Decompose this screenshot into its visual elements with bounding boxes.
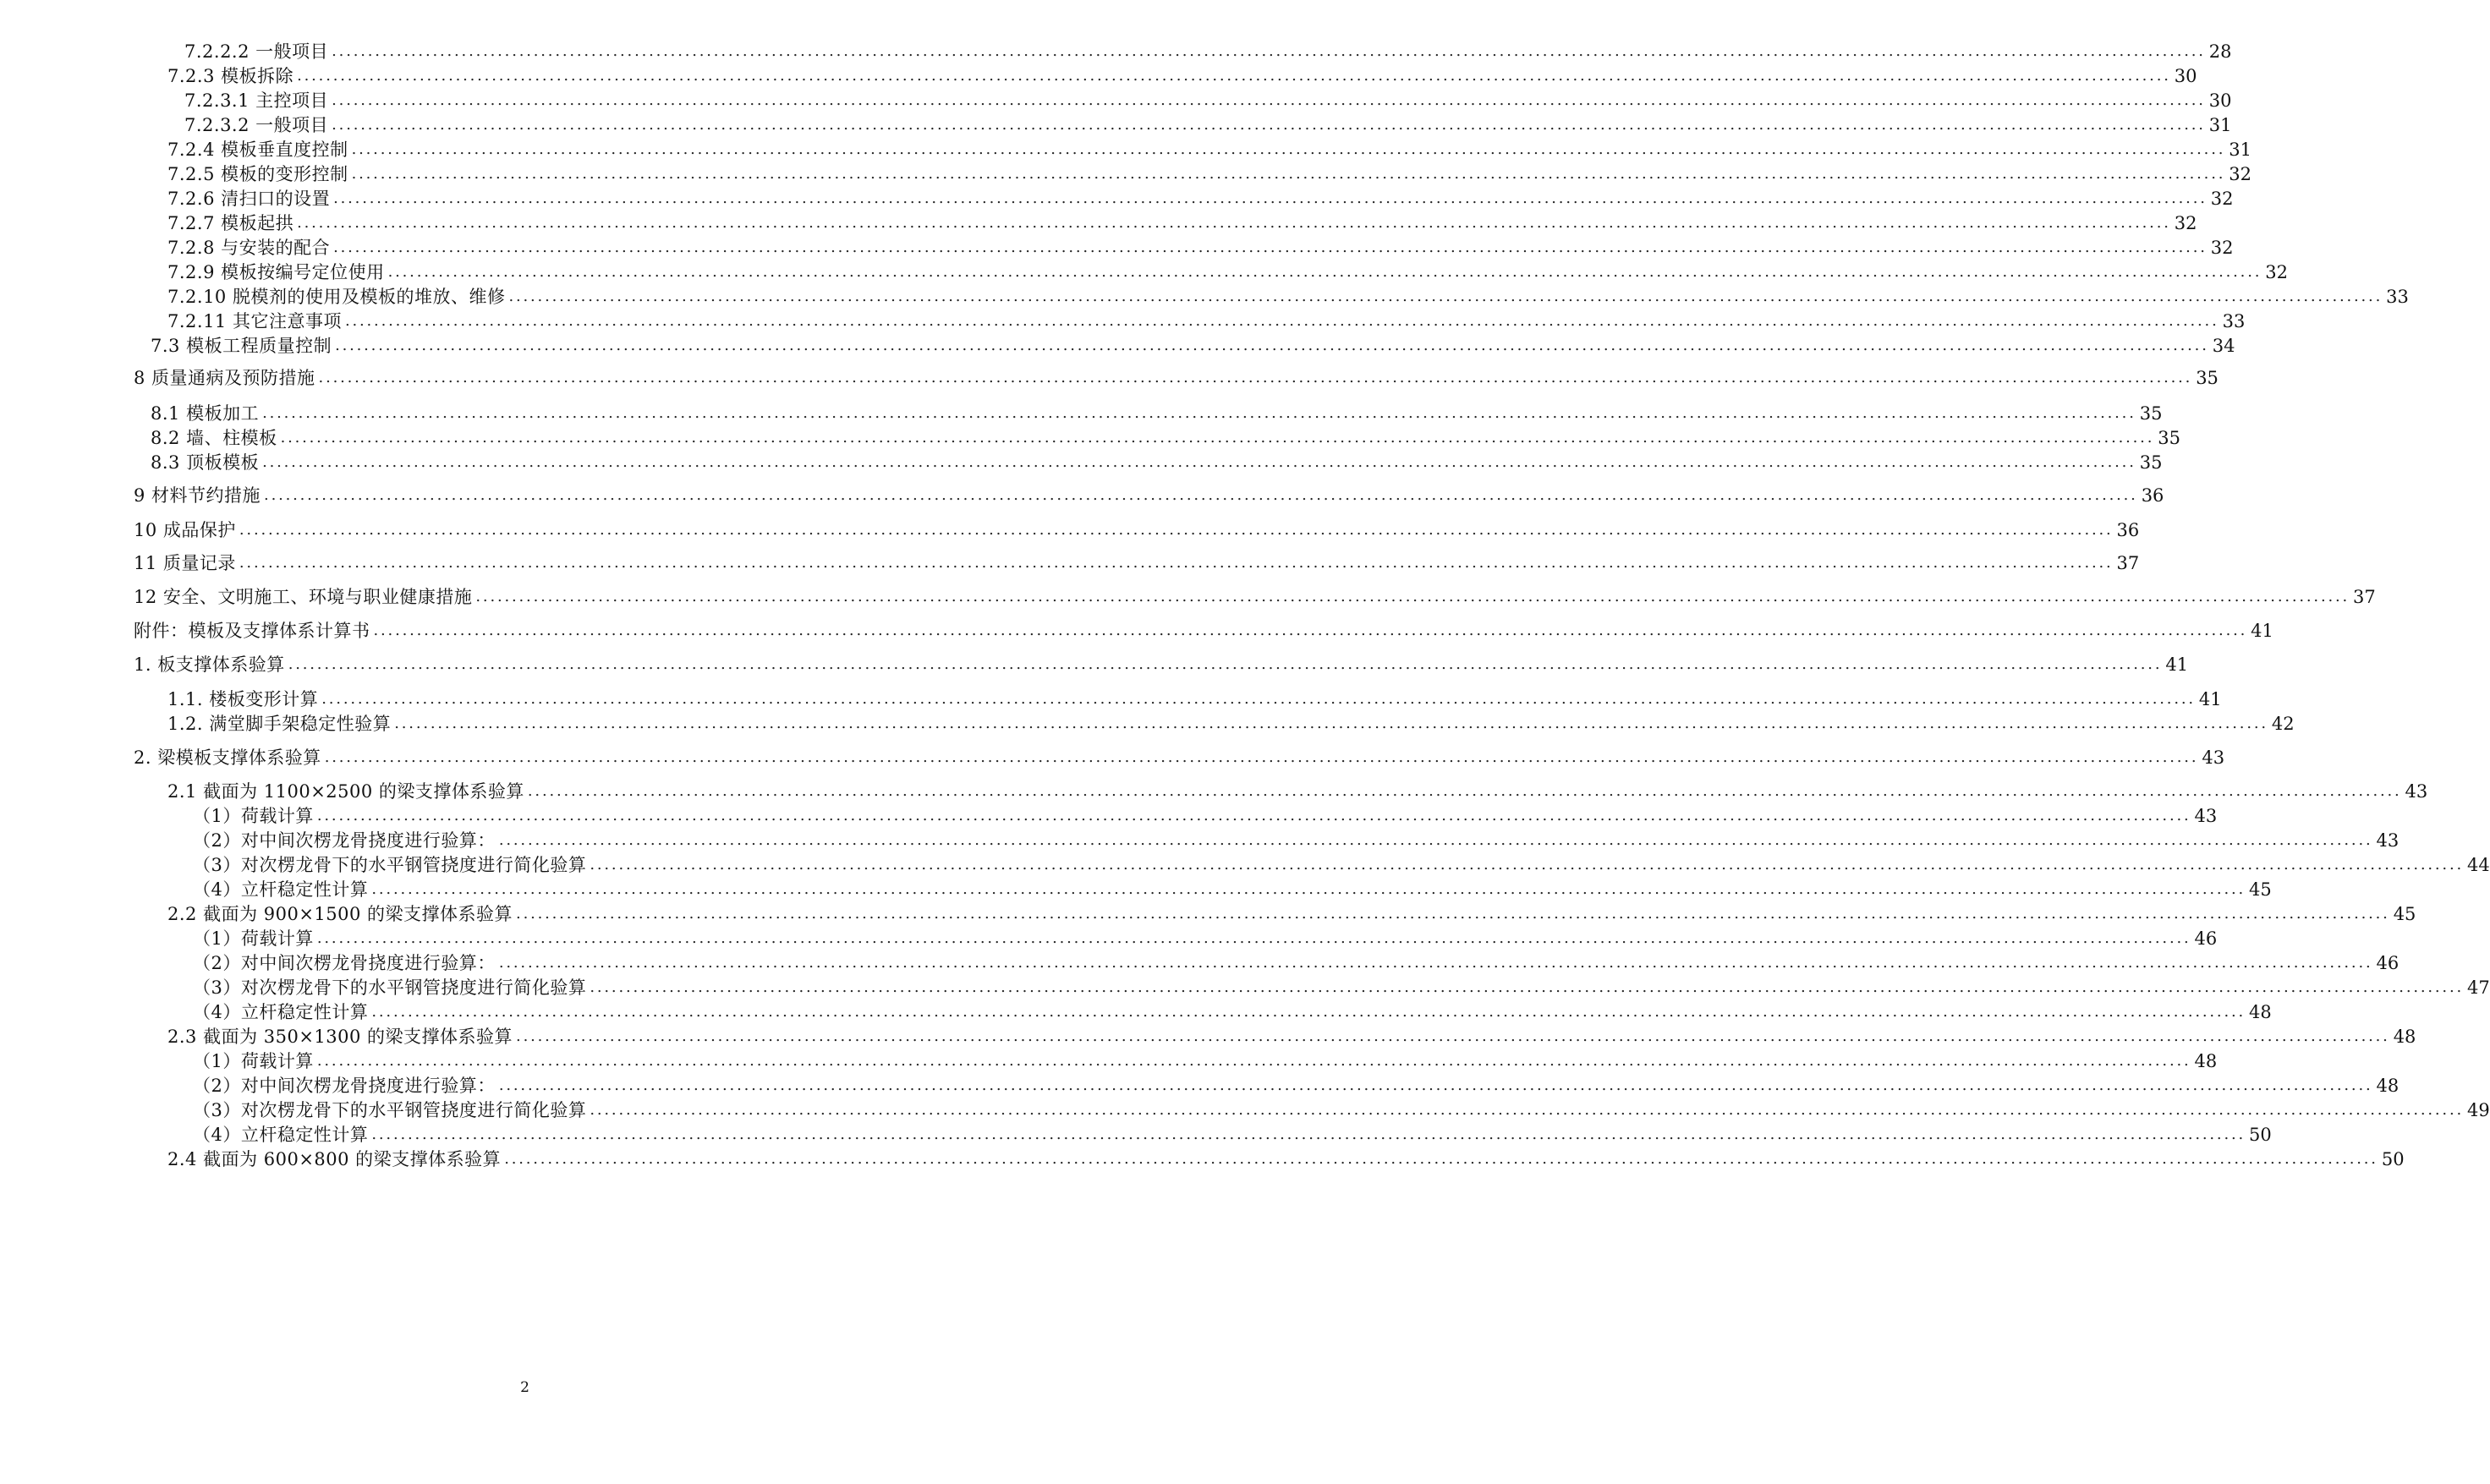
toc-dot-leader: ....................................................................................................................................................................................................................................................................: [516, 1027, 2390, 1045]
toc-entry-page: 33: [2222, 311, 2246, 331]
toc-entry[interactable]: [167, 137, 2251, 162]
toc-entry-page: 36: [2141, 485, 2164, 506]
toc-entry[interactable]: [167, 235, 2234, 260]
toc-entry-label: 2.2 截面为 900×1500 的梁支撑体系验算: [167, 904, 513, 924]
toc-dot-leader: ....................................................................................................................................................................................................................................................................: [262, 453, 2136, 471]
toc-dot-leader: ....................................................................................................................................................................................................................................................................: [321, 690, 2196, 708]
toc-entry-label: 10 成品保护: [134, 520, 236, 540]
toc-entry[interactable]: [167, 211, 2197, 236]
toc-dot-leader: ....................................................................................................................................................................................................................................................................: [239, 554, 2114, 572]
toc-entry-label: 附件：模板及支撑体系计算书: [134, 621, 370, 641]
toc-entry[interactable]: [184, 88, 2232, 113]
toc-entry[interactable]: [193, 828, 2400, 853]
toc-entry-label: 8.1 模板加工: [151, 403, 260, 424]
toc-entry-label: 7.2.3 模板拆除: [167, 66, 294, 86]
toc-entry-label: 2. 梁模板支撑体系验算: [134, 747, 321, 768]
toc-entry-page: 35: [2139, 452, 2163, 473]
toc-entry[interactable]: [151, 333, 2235, 359]
toc-entry-page: 45: [2249, 879, 2272, 900]
toc-entry[interactable]: [167, 901, 2416, 927]
toc-entry[interactable]: [134, 365, 2219, 391]
toc-dot-leader: ....................................................................................................................................................................................................................................................................: [316, 1052, 2191, 1070]
toc-entry-page: 44: [2467, 855, 2490, 875]
toc-entry-page: 43: [2202, 747, 2225, 768]
toc-entry-page: 35: [2196, 368, 2219, 388]
toc-entry-label: 2.3 截面为 350×1300 的梁支撑体系验算: [167, 1027, 513, 1047]
toc-entry-label: （2）对中间次楞龙骨挠度进行验算：: [193, 953, 496, 973]
toc-entry-page: 41: [2198, 689, 2222, 709]
toc-entry[interactable]: [151, 450, 2163, 475]
toc-entry-label: 1.2. 满堂脚手架稳定性验算: [167, 714, 392, 734]
toc-entry-page: 43: [2405, 781, 2428, 802]
toc-entry-page: 37: [2353, 587, 2376, 607]
toc-dot-leader: ....................................................................................................................................................................................................................................................................: [332, 42, 2206, 60]
toc-dot-leader: ....................................................................................................................................................................................................................................................................: [264, 486, 2138, 504]
toc-entry-page: 36: [2116, 520, 2140, 540]
toc-dot-leader: ....................................................................................................................................................................................................................................................................: [297, 67, 2171, 85]
toc-dot-leader: ....................................................................................................................................................................................................................................................................: [475, 588, 2350, 605]
toc-dot-leader: ....................................................................................................................................................................................................................................................................: [333, 189, 2208, 207]
toc-entry-label: 12 安全、文明施工、环境与职业健康措施: [134, 587, 473, 607]
toc-entry-page: 48: [2249, 1002, 2272, 1022]
toc-entry[interactable]: [134, 618, 2273, 643]
toc-entry[interactable]: [167, 284, 2409, 309]
toc-entry[interactable]: [167, 711, 2295, 737]
toc-dot-leader: ....................................................................................................................................................................................................................................................................: [527, 782, 2402, 800]
toc-entry-label: 7.2.9 模板按编号定位使用: [167, 262, 385, 282]
toc-dot-leader: ....................................................................................................................................................................................................................................................................: [332, 116, 2206, 134]
toc-entry-label: 7.2.6 清扫口的设置: [167, 189, 331, 209]
toc-dot-leader: ....................................................................................................................................................................................................................................................................: [344, 312, 2219, 330]
toc-dot-leader: ....................................................................................................................................................................................................................................................................: [387, 263, 2262, 281]
toc-entry[interactable]: [193, 1049, 2218, 1074]
toc-entry-label: （1）荷载计算: [193, 928, 314, 949]
toc-dot-leader: ....................................................................................................................................................................................................................................................................: [590, 1101, 2464, 1119]
toc-entry-label: 8.3 顶板模板: [151, 452, 260, 473]
toc-entry-page: 30: [2174, 66, 2197, 86]
toc-entry-page: 34: [2212, 336, 2235, 356]
toc-entry-label: 7.2.11 其它注意事项: [167, 311, 342, 331]
toc-entry-page: 32: [2210, 189, 2234, 209]
toc-entry[interactable]: [193, 926, 2218, 951]
toc-entry[interactable]: [151, 425, 2180, 451]
toc-dot-leader: ....................................................................................................................................................................................................................................................................: [508, 287, 2383, 305]
toc-dot-leader: ....................................................................................................................................................................................................................................................................: [288, 655, 2163, 673]
toc-entry-label: （3）对次楞龙骨下的水平钢管挠度进行简化验算: [193, 1100, 587, 1120]
toc-entry[interactable]: [167, 687, 2222, 712]
toc-entry-label: 8 质量通病及预防措施: [134, 368, 315, 388]
toc-entry-label: （2）对中间次楞龙骨挠度进行验算：: [193, 830, 496, 851]
toc-entry-page: 48: [2194, 1051, 2218, 1071]
toc-entry[interactable]: [151, 401, 2163, 426]
toc-entry-page: 42: [2271, 714, 2295, 734]
toc-entry-page: 32: [2210, 238, 2234, 258]
toc-entry-label: （1）荷载计算: [193, 1051, 314, 1071]
toc-entry[interactable]: [193, 1122, 2272, 1147]
toc-entry-page: 41: [2251, 621, 2273, 641]
toc-entry-label: （3）对次楞龙骨下的水平钢管挠度进行简化验算: [193, 977, 587, 998]
toc-entry[interactable]: [193, 999, 2272, 1025]
toc-entry-label: 7.2.4 模板垂直度控制: [167, 140, 348, 160]
toc-entry-page: 37: [2116, 553, 2140, 573]
toc-dot-leader: ....................................................................................................................................................................................................................................................................: [324, 748, 2199, 766]
toc-entry[interactable]: [193, 1098, 2490, 1123]
toc-dot-leader: ....................................................................................................................................................................................................................................................................: [239, 521, 2114, 539]
toc-entry[interactable]: [167, 63, 2197, 89]
toc-dot-leader: ....................................................................................................................................................................................................................................................................: [371, 880, 2246, 898]
toc-entry[interactable]: [193, 1073, 2400, 1098]
toc-entry-label: （4）立杆稳定性计算: [193, 879, 369, 900]
toc-entry-page: 50: [2249, 1125, 2272, 1145]
toc-entry-label: （3）对次楞龙骨下的水平钢管挠度进行简化验算: [193, 855, 587, 875]
toc-entry[interactable]: [167, 186, 2234, 211]
toc-dot-leader: ....................................................................................................................................................................................................................................................................: [280, 429, 2155, 446]
toc-dot-leader: ....................................................................................................................................................................................................................................................................: [590, 856, 2464, 873]
toc-entry-label: （1）荷载计算: [193, 806, 314, 826]
toc-entry-label: 7.3 模板工程质量控制: [151, 336, 332, 356]
toc-entry-label: 7.2.7 模板起拱: [167, 213, 294, 233]
toc-entry-label: （4）立杆稳定性计算: [193, 1002, 369, 1022]
toc-entry-page: 47: [2467, 977, 2490, 998]
toc-entry-label: 7.2.8 与安装的配合: [167, 238, 331, 258]
toc-entry[interactable]: [167, 1147, 2405, 1172]
toc-entry-label: 2.1 截面为 1100×2500 的梁支撑体系验算: [167, 781, 524, 802]
toc-entry[interactable]: [134, 745, 2225, 770]
toc-dot-leader: ....................................................................................................................................................................................................................................................................: [318, 369, 2193, 386]
toc-entry-page: 35: [2158, 428, 2180, 448]
toc-entry-label: （2）对中间次楞龙骨挠度进行验算：: [193, 1076, 496, 1096]
toc-entry-label: （4）立杆稳定性计算: [193, 1125, 369, 1145]
toc-dot-leader: ....................................................................................................................................................................................................................................................................: [504, 1150, 2378, 1168]
toc-entry-label: 7.2.10 脱模剂的使用及模板的堆放、维修: [167, 287, 506, 307]
toc-entry-page: 46: [2194, 928, 2218, 949]
toc-entry-label: 7.2.2.2 一般项目: [184, 41, 329, 62]
toc-entry-page: 32: [2229, 164, 2251, 184]
toc-dot-leader: ....................................................................................................................................................................................................................................................................: [371, 1125, 2246, 1143]
toc-dot-leader: ....................................................................................................................................................................................................................................................................: [498, 954, 2373, 972]
toc-dot-leader: ....................................................................................................................................................................................................................................................................: [590, 978, 2464, 996]
toc-entry[interactable]: [134, 483, 2164, 508]
toc-entry-page: 48: [2393, 1027, 2416, 1047]
toc-entry-page: 30: [2208, 90, 2232, 111]
toc-entry-page: 48: [2376, 1076, 2400, 1096]
toc-entry-label: 8.2 墙、柱模板: [151, 428, 277, 448]
toc-entry[interactable]: [167, 779, 2428, 804]
toc-dot-leader: ....................................................................................................................................................................................................................................................................: [371, 1003, 2246, 1021]
toc-dot-leader: ....................................................................................................................................................................................................................................................................: [351, 165, 2226, 183]
toc-entry[interactable]: [167, 309, 2246, 334]
toc-entry[interactable]: [134, 652, 2189, 677]
toc-entry-page: 45: [2393, 904, 2416, 924]
toc-entry-page: 31: [2208, 115, 2232, 135]
toc-dot-leader: ....................................................................................................................................................................................................................................................................: [316, 807, 2191, 824]
toc-entry-label: 1.1. 楼板变形计算: [167, 689, 319, 709]
toc-entry[interactable]: [134, 517, 2140, 543]
toc-dot-leader: ....................................................................................................................................................................................................................................................................: [332, 91, 2206, 109]
toc-entry-label: 1. 板支撑体系验算: [134, 654, 285, 675]
toc-dot-leader: ....................................................................................................................................................................................................................................................................: [394, 715, 2268, 732]
toc-dot-leader: ....................................................................................................................................................................................................................................................................: [262, 404, 2136, 422]
toc-entry-page: 46: [2376, 953, 2400, 973]
toc-dot-leader: ....................................................................................................................................................................................................................................................................: [516, 905, 2390, 923]
toc-entry-label: 2.4 截面为 600×800 的梁支撑体系验算: [167, 1149, 502, 1169]
toc-entry[interactable]: [134, 550, 2140, 576]
toc-entry-page: 41: [2165, 654, 2189, 675]
toc-entry-page: 50: [2381, 1149, 2405, 1169]
toc-entry[interactable]: [193, 950, 2400, 976]
toc-dot-leader: ....................................................................................................................................................................................................................................................................: [297, 214, 2171, 232]
toc-entry-page: 28: [2208, 41, 2232, 62]
toc-entry-label: 7.2.3.2 一般项目: [184, 115, 329, 135]
toc-dot-leader: ....................................................................................................................................................................................................................................................................: [351, 140, 2226, 158]
toc-dot-leader: ....................................................................................................................................................................................................................................................................: [498, 831, 2373, 849]
toc-entry[interactable]: [193, 877, 2272, 902]
toc-entry[interactable]: [167, 162, 2251, 187]
toc-entry[interactable]: [193, 975, 2490, 1000]
toc-entry-page: 43: [2194, 806, 2218, 826]
toc-entry-label: 9 材料节约措施: [134, 485, 261, 506]
toc-entry-page: 49: [2467, 1100, 2490, 1120]
toc-entry[interactable]: [193, 852, 2490, 878]
toc-entry-page: 33: [2386, 287, 2409, 307]
toc-entry[interactable]: [167, 1024, 2416, 1049]
toc-entry-page: 32: [2174, 213, 2197, 233]
toc-dot-leader: ....................................................................................................................................................................................................................................................................: [333, 238, 2208, 256]
toc-entry-page: 32: [2265, 262, 2288, 282]
toc-dot-leader: ....................................................................................................................................................................................................................................................................: [316, 929, 2191, 947]
toc-entry[interactable]: [184, 112, 2232, 138]
toc-entry-page: 43: [2376, 830, 2400, 851]
toc-entry-label: 11 质量记录: [134, 553, 236, 573]
toc-dot-leader: ....................................................................................................................................................................................................................................................................: [498, 1076, 2373, 1094]
toc-entry-label: 7.2.3.1 主控项目: [184, 90, 329, 111]
toc-entry[interactable]: [134, 584, 2376, 610]
toc-entry-page: 31: [2229, 140, 2251, 160]
toc-entry[interactable]: [184, 39, 2232, 64]
toc-dot-leader: ....................................................................................................................................................................................................................................................................: [373, 622, 2248, 639]
toc-dot-leader: ....................................................................................................................................................................................................................................................................: [335, 337, 2209, 354]
toc-entry[interactable]: [193, 803, 2218, 829]
toc-entry-page: 35: [2139, 403, 2163, 424]
page-number: 2: [520, 1379, 529, 1396]
toc-entry[interactable]: [167, 260, 2288, 285]
toc-entry-label: 7.2.5 模板的变形控制: [167, 164, 348, 184]
